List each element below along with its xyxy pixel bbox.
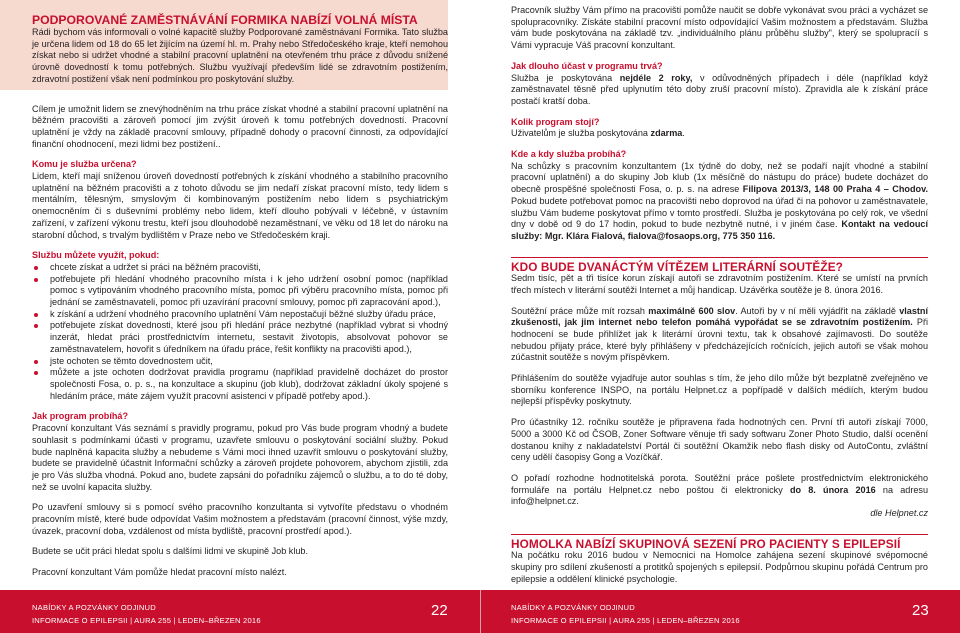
- how-heading: Jak program probíhá?: [32, 411, 129, 422]
- footer-left-publication: INFORMACE O EPILEPSII | AURA 255 | LEDEN–BŘEZEN 2016: [32, 616, 261, 625]
- duration-text: [511, 73, 928, 108]
- left-column: [32, 0, 448, 579]
- footer-right-publication: INFORMACE O EPILEPSII | AURA 255 | LEDEN–BŘEZEN 2016: [511, 616, 740, 625]
- contest-section: [511, 257, 928, 274]
- duration-pre: Služba je poskytována: [511, 72, 620, 83]
- cost-bold: zdarma: [650, 128, 683, 139]
- list-item: potřebujete získat dovednosti, které jsou při hledání práce nezbytné (například vybrat si vhodný inzerát, hledat práci prostřednictvím internetu, sestavit životopis, absolvovat pohovor se zaměstnavatelem, hovořit s úředníkem na úřadu práce, řešit konflikty na pracovišti apod.),: [32, 320, 448, 355]
- footer-right-section: NABÍDKY A POZVÁNKY ODJINUD: [511, 603, 635, 612]
- duration-bold: nejdéle 2 roky,: [619, 72, 693, 83]
- who-heading: Komu je služba určena?: [32, 159, 137, 170]
- contest-p4: Pro účastníky 12. ročníku soutěže je připravena řada hodnotných cen. První tři autoři získají 7000, 5000 a 3000 Kč od ČSOB, Zoner Software věnuje tři sady softwaru Zoner Photo Studio, další ocenění dostanou knihy z nakladatelství Portál či soutěžní Okamžik nebo flash disky od AutoContu, zvláštní ceny udělí časopisy Gong a Vozíčkář.: [511, 417, 928, 463]
- page-number-right: 23: [912, 602, 929, 619]
- contest-p2-bold: maximálně 600 slov: [648, 305, 736, 316]
- cost-text: [511, 128, 928, 140]
- contest-p5-bold: do 8. února 2016: [789, 484, 876, 495]
- footer-left: [32, 601, 261, 627]
- right-column: [511, 0, 928, 585]
- use-list: [32, 262, 448, 402]
- contest-p2-bold2: vlastní zkušenosti, jak jim internet nebo telefon pomáhá vypořádat se se zdravotním postižením.: [511, 305, 929, 328]
- where-pre: Na schůzky s pracovním konzultantem (1x týdně do doby, než se podaří najít vhodné a stabilní pracovní uplatnění) a do skupiny Job klub (1x měsíčně do nástupu do práce) budete docházet do obecně prospěšné společnosti Fosa, o. p. s. na adrese: [511, 160, 928, 195]
- jobclub-text: Budete se učit práci hledat spolu s dalšími lidmi ve skupině Job klub.: [32, 546, 308, 557]
- where-text: [511, 161, 928, 243]
- contract-text: Po uzavření smlouvy si s pomocí svého pracovního konzultanta si vytvoříte představu o vhodném pracovním místě, které bude odpovídat Vašim možnostem a představám (pracovní činnost, výše mzdy, úvazek, pracovní doba, vzdálenost od místa bydliště, pracovní prostředí apod.).: [32, 502, 448, 536]
- duration-post: v odůvodněných případech i déle (například když zaměstnavatel těsně před uplynutím této doby zruší pracovní místo). Zpravidla ale k získání práce postačí kratší doba.: [511, 72, 928, 106]
- page-number-left: 22: [431, 602, 448, 619]
- right-intro-text: Pracovník služby Vám přímo na pracovišti pomůže naučit se dobře vykonávat svou práci a vycházet se spolupracovníky. Získáte stabilní pracovní místo odpovídající Vašim možnostem a představám. Služba vám bude poskytována na základě tzv. „individuálního plánu průběhu služby", který se spolupracíí s Vámi vypracuje Váš pracovní konzultant.: [511, 5, 928, 51]
- contest-p5-post: na adresu info@helpnet.cz.: [511, 484, 929, 507]
- footer-left-section: NABÍDKY A POZVÁNKY ODJINUD: [32, 603, 156, 612]
- duration-heading: Jak dlouho účast v programu trvá?: [511, 60, 663, 71]
- where-heading: Kde a kdy služba probíhá?: [511, 149, 627, 160]
- cost-post: .: [682, 128, 685, 139]
- contest-p2: [511, 306, 928, 365]
- contest-p5-pre: O pořadí rozhodne hodnotitelská porota. Soutěžní práce pošlete prostřednictvím elektronického formuláře na portálu Helpnet.cz nebo poštou či elektronicky: [511, 473, 928, 495]
- list-item: k získání a udržení vhodného pracovního uplatnění Vám nepostačují běžné služby úřadu práce,: [32, 309, 448, 321]
- goal-text: Cílem je umožnit lidem se znevýhodněním na trhu práce získat vhodné a stabilní pracovní uplatnění na běžném pracovišti a zároveň pomocí jim zvýšit úroveň k tomu potřebných dovedností. Pracovní uplatnění je vždy na základě pracovní smlouvy, případně dohody o pracovní činnosti, za odpovídající finanční ohodnocení, mezi lidmi bez postižení..: [32, 103, 448, 149]
- address-bold: Filipova 2013/3, 148 00 Praha 4 – Chodov.: [742, 184, 928, 195]
- cost-pre: Uživatelům je služba poskytována: [511, 128, 651, 139]
- list-item: chcete získat a udržet si práci na běžném pracovišti,: [32, 262, 448, 274]
- list-item: jste ochoten se těmto dovednostem učit,: [32, 356, 448, 368]
- contest-p2-pre: Soutěžní práce může mít rozsah: [511, 305, 649, 316]
- article-title-formika: PODPOROVANÉ ZAMĚSTNÁVÁNÍ FORMIKA NABÍZÍ VOLNÁ MÍSTA: [32, 13, 418, 27]
- contest-p1: Sedm tisíc, pět a tři tisíce korun získají autoři se zdravotním postižením. Které se umístí na prvních třech místech v literární soutěži Internet a můj handicap. Uzávěrka soutěže je 8. února 2016.: [511, 273, 928, 295]
- homolka-text: Na počátku roku 2016 budou v Nemocnici na Homolce zahájena sezení skupinové svépomocné skupiny pro sdílení zkušeností a protitků spojených s epilepsií. Podpůrnou skupinu pořádá Centrum pro epilepsie a oddělení klinické psychologie.: [511, 550, 928, 584]
- list-item: můžete a jste ochoten dodržovat pravidla programu (například pravidelně docházet do prostor společnosti Fosa, o. p. s., na konzultace a skupinu (job klub), dodržovat základní úkoly spojené s hledáním práce, máte zájem využít pracovní asistenci v případě potřeby apod.).: [32, 367, 448, 402]
- use-heading: Službu můžete využít, pokud:: [32, 250, 160, 261]
- page-divider: [480, 590, 481, 633]
- homolka-title: HOMOLKA NABÍZÍ SKUPINOVÁ SEZENÍ PRO PACIENTY S EPILEPSIÍ: [511, 536, 901, 551]
- footer-right: [511, 601, 740, 627]
- intro-box: [0, 0, 448, 90]
- how-text: Pracovní konzultant Vás seznámí s pravidly programu, pokud pro Vás bude program vhodný a budete souhlasit s podmínkami účasti v programu, uzavřete smlouvu o poskytování sociální služby. Pokud bude naplněná kapacita služby a nebudeme s Vámi moci ihned uzavřít smlouvu o poskytování služby, budete se pravidelně účastnit Informační schůzky a zároveň projdete pohovorem, abychom zjistili, zda je pro Vás služba vhodná. Pokud ano, budete zapsáni do pořadníku zájemců o službu, a to do té doby, než se uvolní kapacita služby.: [32, 423, 448, 492]
- cost-heading: Kolik program stojí?: [511, 116, 600, 127]
- list-item: potřebujete při hledání vhodného pracovního místa i k jeho udržení osobní pomoc (například pomoc s vytipováním vhodného pracovního místa, pomoc při výběru pracovního místa, pomoc při jednání se zaměstnavateli, pomoc při uzavírání pracovní smlouvy, pomoc při zapracování apod.),: [32, 274, 448, 309]
- consultant-text: Pracovní konzultant Vám pomůže hledat pracovní místo nalézt.: [32, 567, 287, 578]
- contact-bold: Kontakt na vedoucí služby: Mgr. Klára Fialová, fialova@fosaops.org, 775 350 116.: [511, 219, 928, 241]
- contest-p2-mid: . Autoři by v ní měli vyjádřit na základě: [735, 305, 900, 316]
- intro-text: Rádi bychom vás informovali o volné kapacitě služby Podporované zaměstnávaní Formika. Tato služba je určena lidem od 18 do 65 let žijícím na území hl. m. Prahy nebo Středočeského kraje, kteří nemohou získat nebo si udržet vhodné a stabilní pracovní uplatnění na otevřeném trhu práce z důvodu snížené úrovně dovedností k tomu potřebných. Službu využívají především lidé se zdravotním postižením, zdravotní postižení však není podmínkou pro poskytování služby.: [32, 27, 448, 84]
- where-mid: Pokud budete potřebovat pomoc na pracovišti nebo doprovod na úřad či na pohovor u zaměstnavatele, službu Vám budeme poskytovat přímo v tomto prostředí. Služba je poskytována po celý rok, ve všední dny v době od 9 do 17 hodin, pokud to bude nezbytně nutné, i v jiném čase.: [511, 195, 928, 230]
- contest-p5: [511, 473, 928, 508]
- contest-signature: dle Helpnet.cz: [870, 508, 928, 519]
- contest-p3: Přihlášením do soutěže vyjadřuje autor souhlas s tím, že jeho dílo může být bezplatně zveřejněno ve sborníku konference INSPO, na portálu Helpnet.cz a popřípadě v dalších médiích, kterým budou nejlepší příspěvky poskytnuty.: [511, 373, 928, 407]
- contest-title: KDO BUDE DVANÁCTÝM VÍTĚZEM LITERÁRNÍ SOUTĚŽE?: [511, 259, 843, 274]
- contest-p2-post: Při hodnocení se bude přihlížet jak k literární úrovni textu, tak k obsahové zajímavosti. Do soutěže nebudou přijaty práce, které byly přihlášeny v předcházejících ročnících, jejich autoři se však mohou zúčastnit soutěže s novým příspěvkem.: [511, 317, 928, 363]
- who-text: Lidem, kteří mají sníženou úroveň dovedností potřebných k získání vhodného a stabilního pracovního uplatnění na běžném pracovišti a z tohoto důvodu se jim nedaří získat pracovní místo, tedy lidem s mentálním, tělesným, smyslovým či kombinovaným postižením nebo lidem s psychiatrickým onemocněním či s duševními problémy nebo lidem, kteří dlouho pobývali v léčebně, v ústavním zařízení, v zařízení výkonu trestu, kteří jsou dlouhodobě nezaměstnaní, ve věku od 18 let do nároku na starobní důchod, s trvalým bydlištěm v Praze nebo ve Středočeském kraji.: [32, 171, 448, 240]
- homolka-section: [511, 534, 928, 551]
